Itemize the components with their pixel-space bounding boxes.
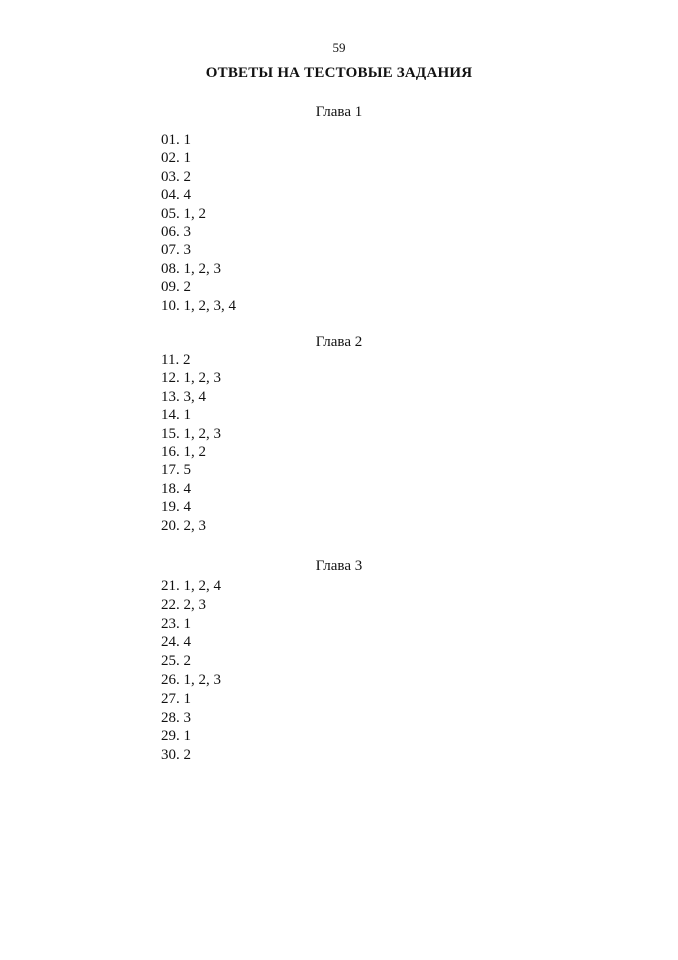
answer-item: 20. 2, 3 [161,517,206,534]
answer-item: 15. 1, 2, 3 [161,425,221,442]
answer-item: 02. 1 [161,150,191,167]
answer-item: 24. 4 [161,634,191,651]
answer-item: 22. 2, 3 [161,596,206,613]
answer-list-chapter-1 [161,131,236,315]
answer-item: 27. 1 [161,690,191,707]
answer-item: 30. 2 [161,747,191,764]
answer-item: 11. 2 [161,352,191,368]
page-number: 59 [332,40,346,55]
answer-item: 07. 3 [161,242,191,259]
page-title: ОТВЕТЫ НА ТЕСТОВЫЕ ЗАДАНИЯ [205,65,473,81]
answer-item: 26. 1, 2, 3 [161,671,221,688]
answer-item: 12. 1, 2, 3 [161,370,221,387]
chapter-heading-2: Глава 2 [315,334,363,350]
answer-item: 04. 4 [161,187,191,204]
answer-item: 13. 3, 4 [161,388,206,405]
answer-item: 09. 2 [161,279,191,296]
answer-item: 03. 2 [161,168,191,185]
answer-list-chapter-3 [161,577,221,765]
answer-item: 01. 1 [161,132,191,148]
chapter-heading-3: Глава 3 [315,558,363,574]
answer-item: 29. 1 [161,728,191,745]
answer-item: 05. 1, 2 [161,205,206,222]
answer-item: 19. 4 [161,499,191,516]
answer-item: 23. 1 [161,615,191,632]
answer-item: 17. 5 [161,462,191,479]
answer-item: 14. 1 [161,407,191,424]
answer-item: 06. 3 [161,223,191,240]
answer-item: 18. 4 [161,480,191,497]
chapter-heading-1: Глава 1 [315,104,363,120]
answer-item: 16. 1, 2 [161,443,206,460]
answer-item: 28. 3 [161,709,191,726]
answer-list-chapter-2 [161,351,221,535]
answer-item: 08. 1, 2, 3 [161,260,221,277]
answer-item: 21. 1, 2, 4 [161,578,221,594]
answer-item: 25. 2 [161,653,191,670]
answer-item: 10. 1, 2, 3, 4 [161,297,236,314]
